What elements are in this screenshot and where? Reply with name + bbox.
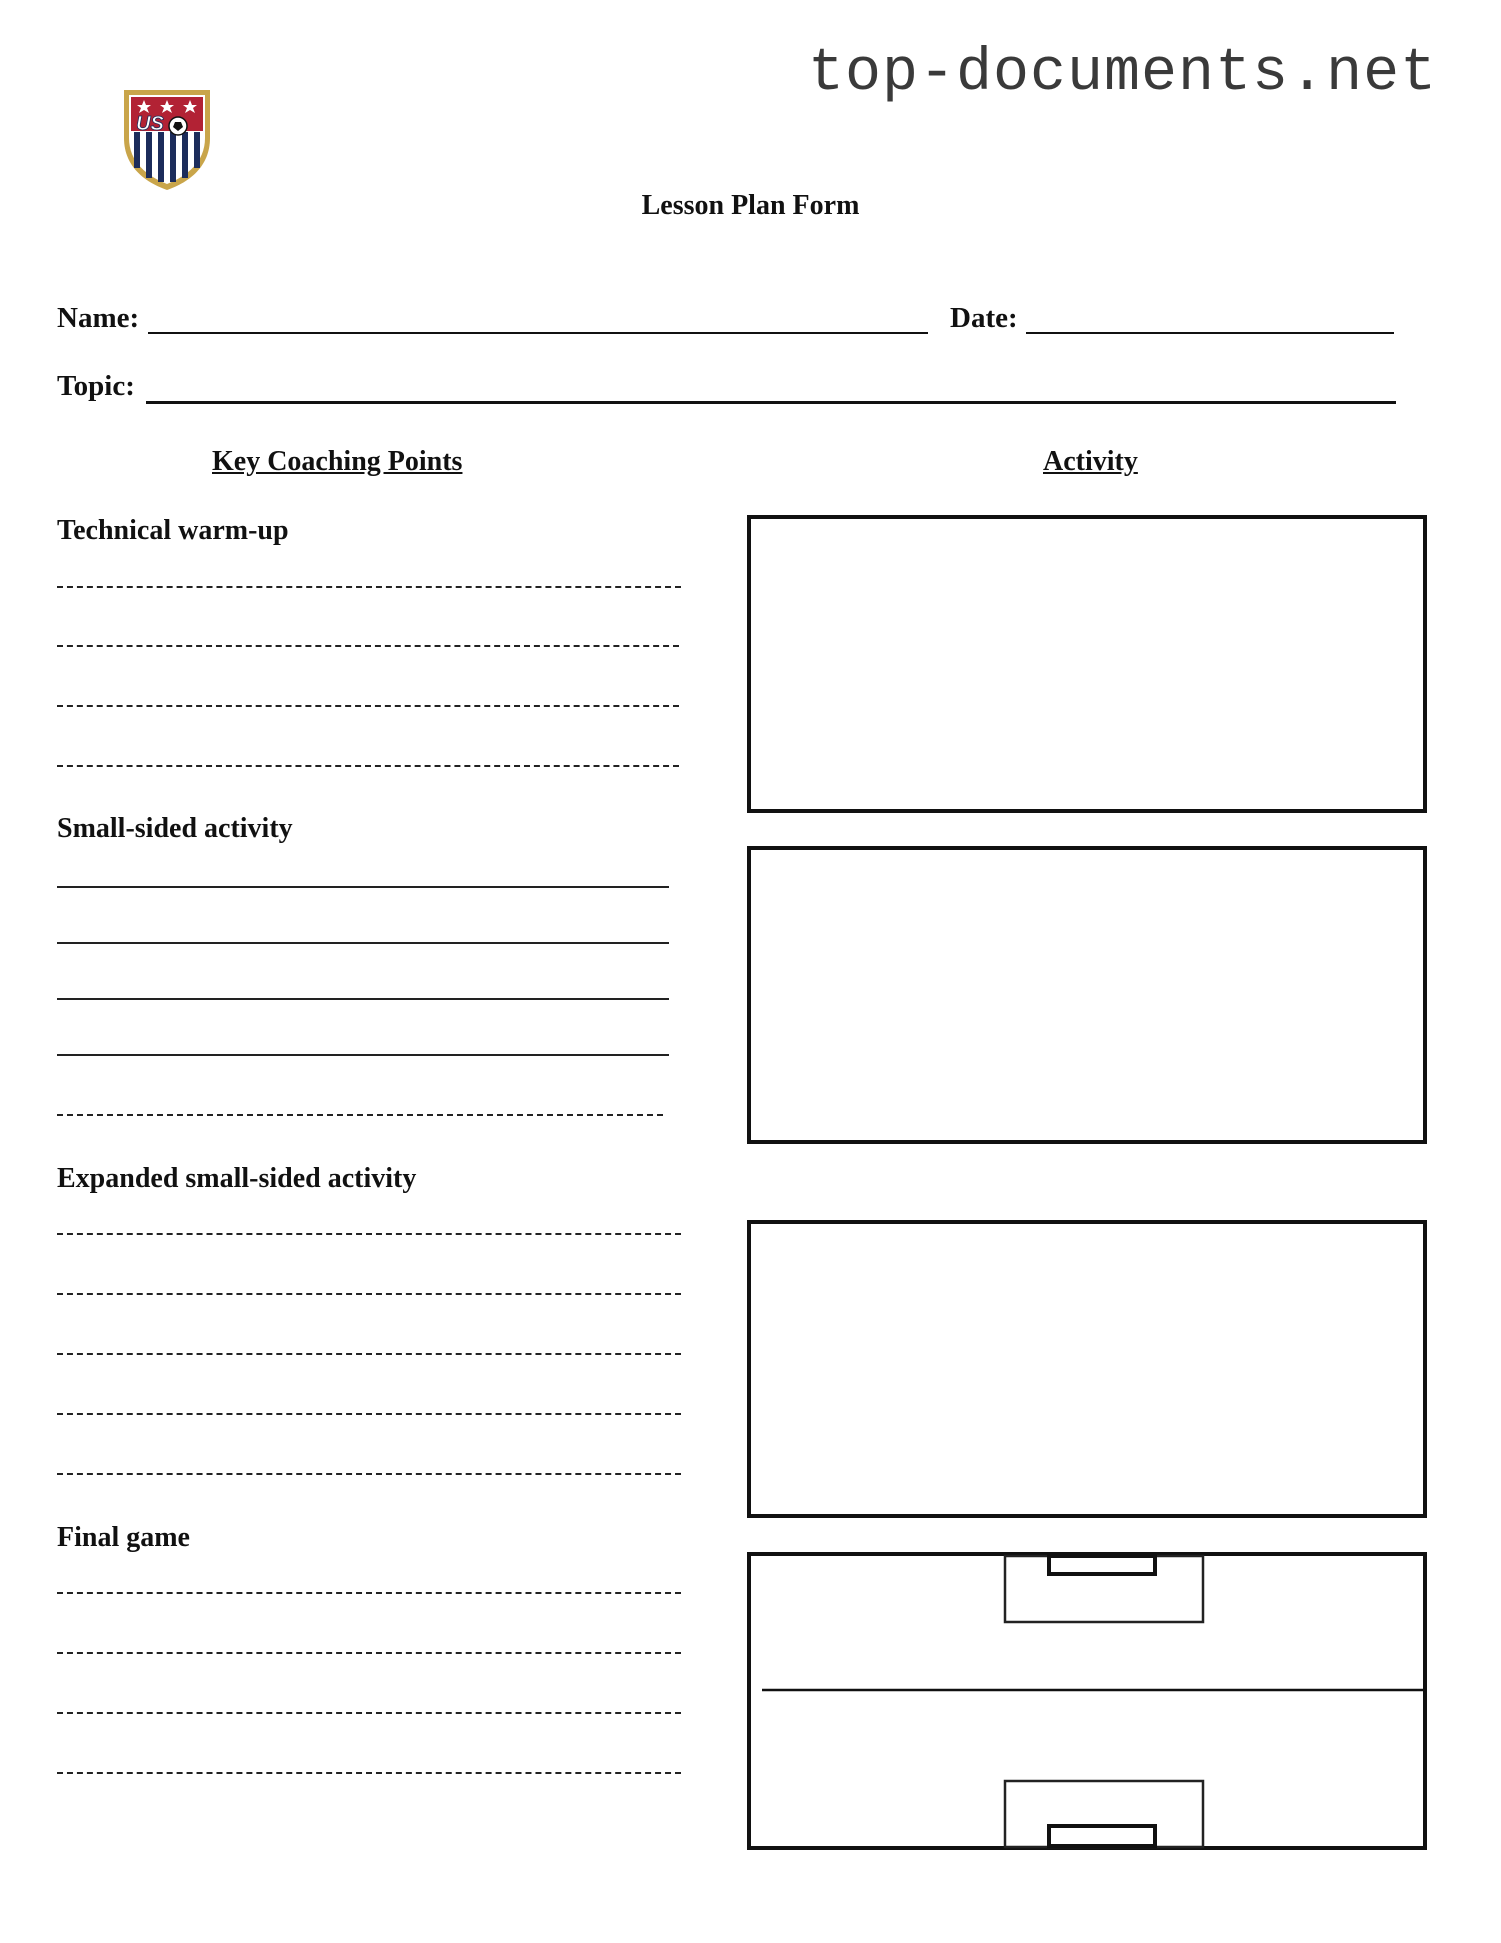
section-technical-warm-up: Technical warm-up xyxy=(57,515,289,546)
bottom-goal-box xyxy=(1049,1826,1155,1846)
section-expanded-small-sided-activity: Expanded small-sided activity xyxy=(57,1163,417,1194)
form-title: Lesson Plan Form xyxy=(641,190,860,221)
topic-label: Topic: xyxy=(57,370,135,402)
activity-heading: Activity xyxy=(1043,446,1138,477)
watermark-text: top-documents.net xyxy=(808,40,1438,108)
top-goal-box xyxy=(1049,1556,1155,1574)
top-penalty-box xyxy=(1005,1556,1203,1622)
svg-text:US: US xyxy=(136,113,164,135)
name-label: Name: xyxy=(57,302,140,334)
date-label: Date: xyxy=(950,302,1018,334)
key-coaching-points-heading: Key Coaching Points xyxy=(212,446,463,477)
section-final-game: Final game xyxy=(57,1522,190,1553)
bottom-penalty-box xyxy=(1005,1781,1203,1847)
field-boundary xyxy=(749,1554,1425,1848)
section-small-sided-activity: Small-sided activity xyxy=(57,813,293,844)
